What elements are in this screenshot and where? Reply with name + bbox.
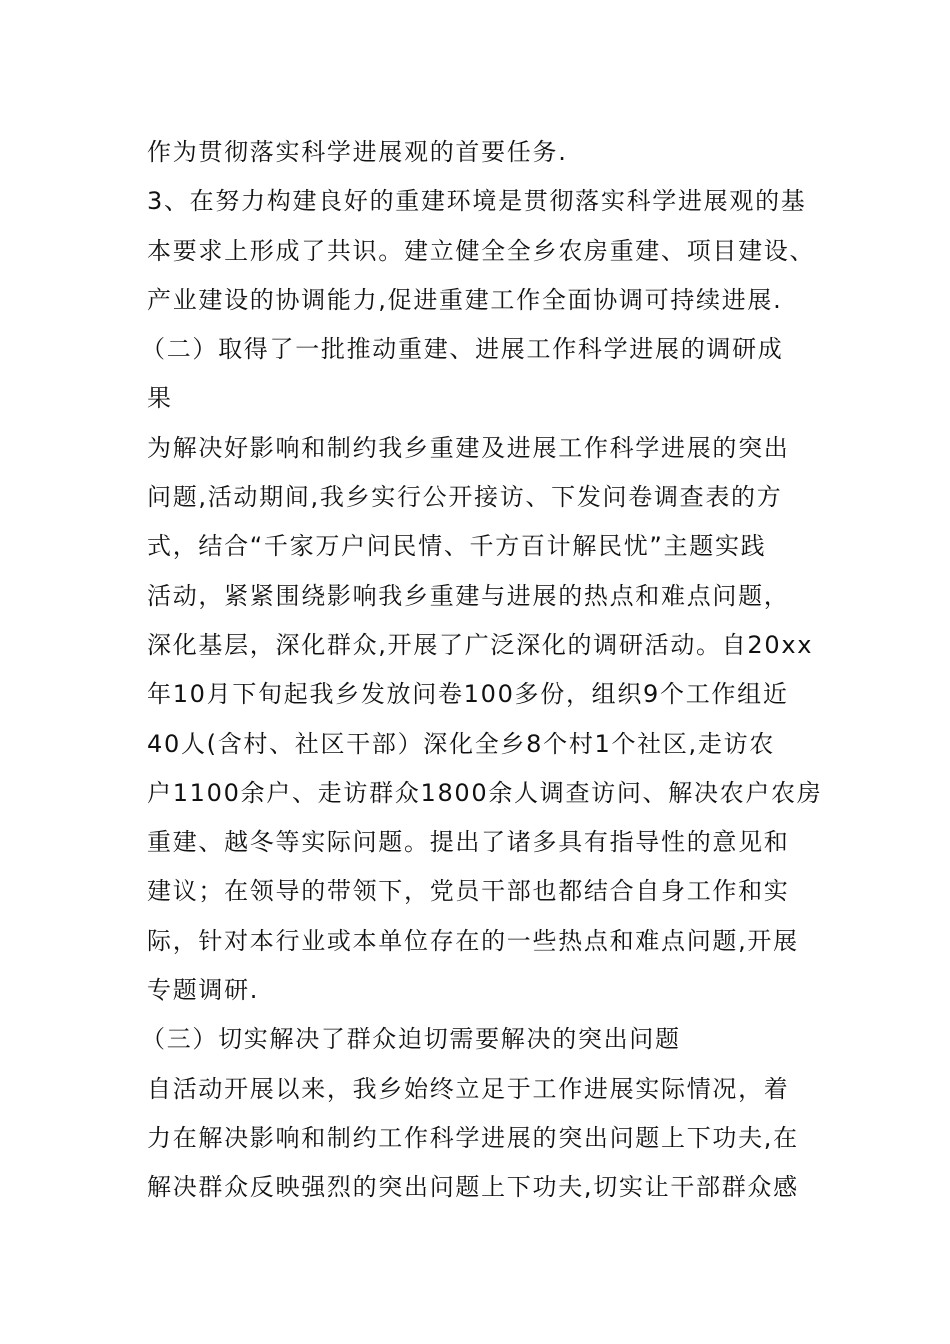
text-line: 本要求上形成了共识。建立健全全乡农房重建、项目建设、 [147, 236, 816, 265]
section-heading-continuation: 果 [147, 384, 173, 413]
text-line: 40人(含村、社区干部）深化全乡8个村1个社区,走访农 [147, 729, 775, 758]
text-line: 深化基层，深化群众,开展了广泛深化的调研活动。自20xx [147, 630, 814, 659]
text-line: 问题,活动期间,我乡实行公开接访、下发问卷调查表的方 [147, 483, 783, 512]
section-heading: （二）取得了一批推动重建、进展工作科学进展的调研成 [141, 335, 784, 364]
text-line: 年10月下旬起我乡发放问卷100多份，组织9个工作组近 [147, 680, 789, 709]
text-line: 产业建设的协调能力,促进重建工作全面协调可持续进展. [147, 285, 783, 314]
text-line: 解决群众反映强烈的突出问题上下功夫,切实让干部群众感 [147, 1173, 799, 1202]
text-line: 3、在努力构建良好的重建环境是贯彻落实科学进展观的基 [147, 187, 807, 216]
text-line: 式，结合“千家万户问民情、千方百计解民忧”主题实践 [147, 532, 767, 561]
text-line: 重建、越冬等实际问题。提出了诸多具有指导性的意见和 [147, 828, 790, 857]
document-body [141, 128, 823, 1213]
text-line: 为解决好影响和制约我乡重建及进展工作科学进展的突出 [147, 433, 790, 462]
section-heading: （三）切实解决了群众迫切需要解决的突出问题 [141, 1025, 681, 1054]
text-line: 户1100余户、走访群众1800余人调查访问、解决农户农房 [147, 778, 823, 807]
text-line: 活动，紧紧围绕影响我乡重建与进展的热点和难点问题， [147, 581, 790, 610]
text-line: 力在解决影响和制约工作科学进展的突出问题上下功夫,在 [147, 1123, 799, 1152]
text-line: 作为贯彻落实科学进展观的首要任务. [147, 138, 568, 166]
text-line: 自活动开展以来，我乡始终立足于工作进展实际情况，着 [147, 1074, 790, 1103]
text-line: 专题调研. [147, 976, 260, 1005]
text-line: 建议；在领导的带领下，党员干部也都结合自身工作和实 [147, 877, 790, 906]
text-line: 际，针对本行业或本单位存在的一些热点和难点问题,开展 [147, 926, 799, 955]
